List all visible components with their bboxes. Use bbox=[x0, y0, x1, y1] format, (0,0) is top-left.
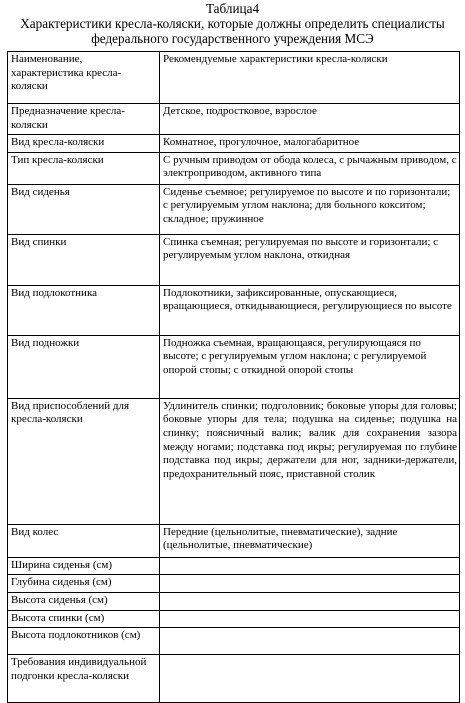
row-name-cell: Вид приспособлений для кресла-коляски bbox=[8, 398, 160, 524]
row-value-cell: Сиденье съемное; регулируемое по высоте и по горизонтали; с регулируемым углом наклона; для больного кокситом; складное; пружинное bbox=[160, 184, 460, 234]
table-row bbox=[8, 628, 460, 655]
row-value-cell bbox=[160, 575, 460, 593]
row-name-cell: Вид подлокотника bbox=[8, 285, 160, 335]
row-value-cell: Удлинитель спинки; подголовник; боковые упоры для головы; боковые упоры для тела; подушка на сиденье; подушка на спинку; поясничный валик; валик для сохранения зазора между ногами; подставка под икры; регулируемая по глубине подставка под икры; держатели для ног, задники-держатели, предохранительный пояс, приставной столик bbox=[160, 398, 460, 524]
header-name-cell: Наименование, характеристика кресла-коляски bbox=[8, 52, 160, 104]
row-name-cell: Глубина сиденья (см) bbox=[8, 575, 160, 593]
table-row bbox=[8, 557, 460, 575]
row-value-cell bbox=[160, 592, 460, 610]
table-row bbox=[8, 285, 460, 335]
row-name-cell: Высота сиденья (см) bbox=[8, 592, 160, 610]
table-row bbox=[8, 104, 460, 135]
row-name-cell: Вид колес bbox=[8, 524, 160, 557]
row-name-cell: Тип кресла-коляски bbox=[8, 152, 160, 184]
row-value-cell: С ручным приводом от обода колеса, с рычажным приводом, с электроприводом, активного типа bbox=[160, 152, 460, 184]
row-value-cell: Спинка съемная; регулируемая по высоте и горизонтали; с регулируемым углом наклона, откидная bbox=[160, 234, 460, 285]
table-row bbox=[8, 152, 460, 184]
row-name-cell: Вид сиденья bbox=[8, 184, 160, 234]
row-name-cell: Ширина сиденья (см) bbox=[8, 557, 160, 575]
row-value-cell: Комнатное, прогулочное, малогабаритное bbox=[160, 135, 460, 153]
row-value-cell: Передние (цельнолитые, пневматические), задние (цельнолитые, пневматические) bbox=[160, 524, 460, 557]
row-name-cell: Вид кресла-коляски bbox=[8, 135, 160, 153]
row-name-cell: Предназначение кресла-коляски bbox=[8, 104, 160, 135]
table-title-line-1: Характеристики кресла-коляски, которые должны определить специалисты bbox=[20, 16, 445, 31]
row-value-cell bbox=[160, 610, 460, 628]
row-name-cell: Высота спинки (см) bbox=[8, 610, 160, 628]
table-row bbox=[8, 575, 460, 593]
row-value-cell bbox=[160, 628, 460, 655]
row-name-cell: Вид спинки bbox=[8, 234, 160, 285]
table-row bbox=[8, 234, 460, 285]
table-header-row bbox=[8, 52, 460, 104]
table-row bbox=[8, 610, 460, 628]
table-row bbox=[8, 524, 460, 557]
table-row bbox=[8, 592, 460, 610]
row-value-cell: Детское, подростковое, взрослое bbox=[160, 104, 460, 135]
row-name-cell: Требования индивидуальной подгонки кресла-коляски bbox=[8, 655, 160, 703]
table-row bbox=[8, 398, 460, 524]
table-row bbox=[8, 655, 460, 703]
table-title-line-2: федерального государственного учреждения МСЭ bbox=[91, 31, 374, 46]
row-value-cell bbox=[160, 655, 460, 703]
table-row bbox=[8, 135, 460, 153]
header-value-cell: Рекомендуемые характеристики кресла-коляски bbox=[160, 52, 460, 104]
wheelchair-characteristics-table bbox=[7, 51, 460, 703]
row-value-cell: Подлокотники, зафиксированные, опускающиеся, вращающиеся, откидывающиеся, регулирующиеся по высоте bbox=[160, 285, 460, 335]
row-value-cell: Подножка съемная, вращающаяся, регулирующаяся по высоте; с регулируемым углом наклона; с регулируемой опорой стопы; с откидной опорой стопы bbox=[160, 335, 460, 398]
table-row bbox=[8, 184, 460, 234]
table-number: Таблица4 bbox=[205, 1, 260, 16]
row-value-cell bbox=[160, 557, 460, 575]
table-row bbox=[8, 335, 460, 398]
row-name-cell: Вид подножки bbox=[8, 335, 160, 398]
row-name-cell: Высота подлокотников (см) bbox=[8, 628, 160, 655]
